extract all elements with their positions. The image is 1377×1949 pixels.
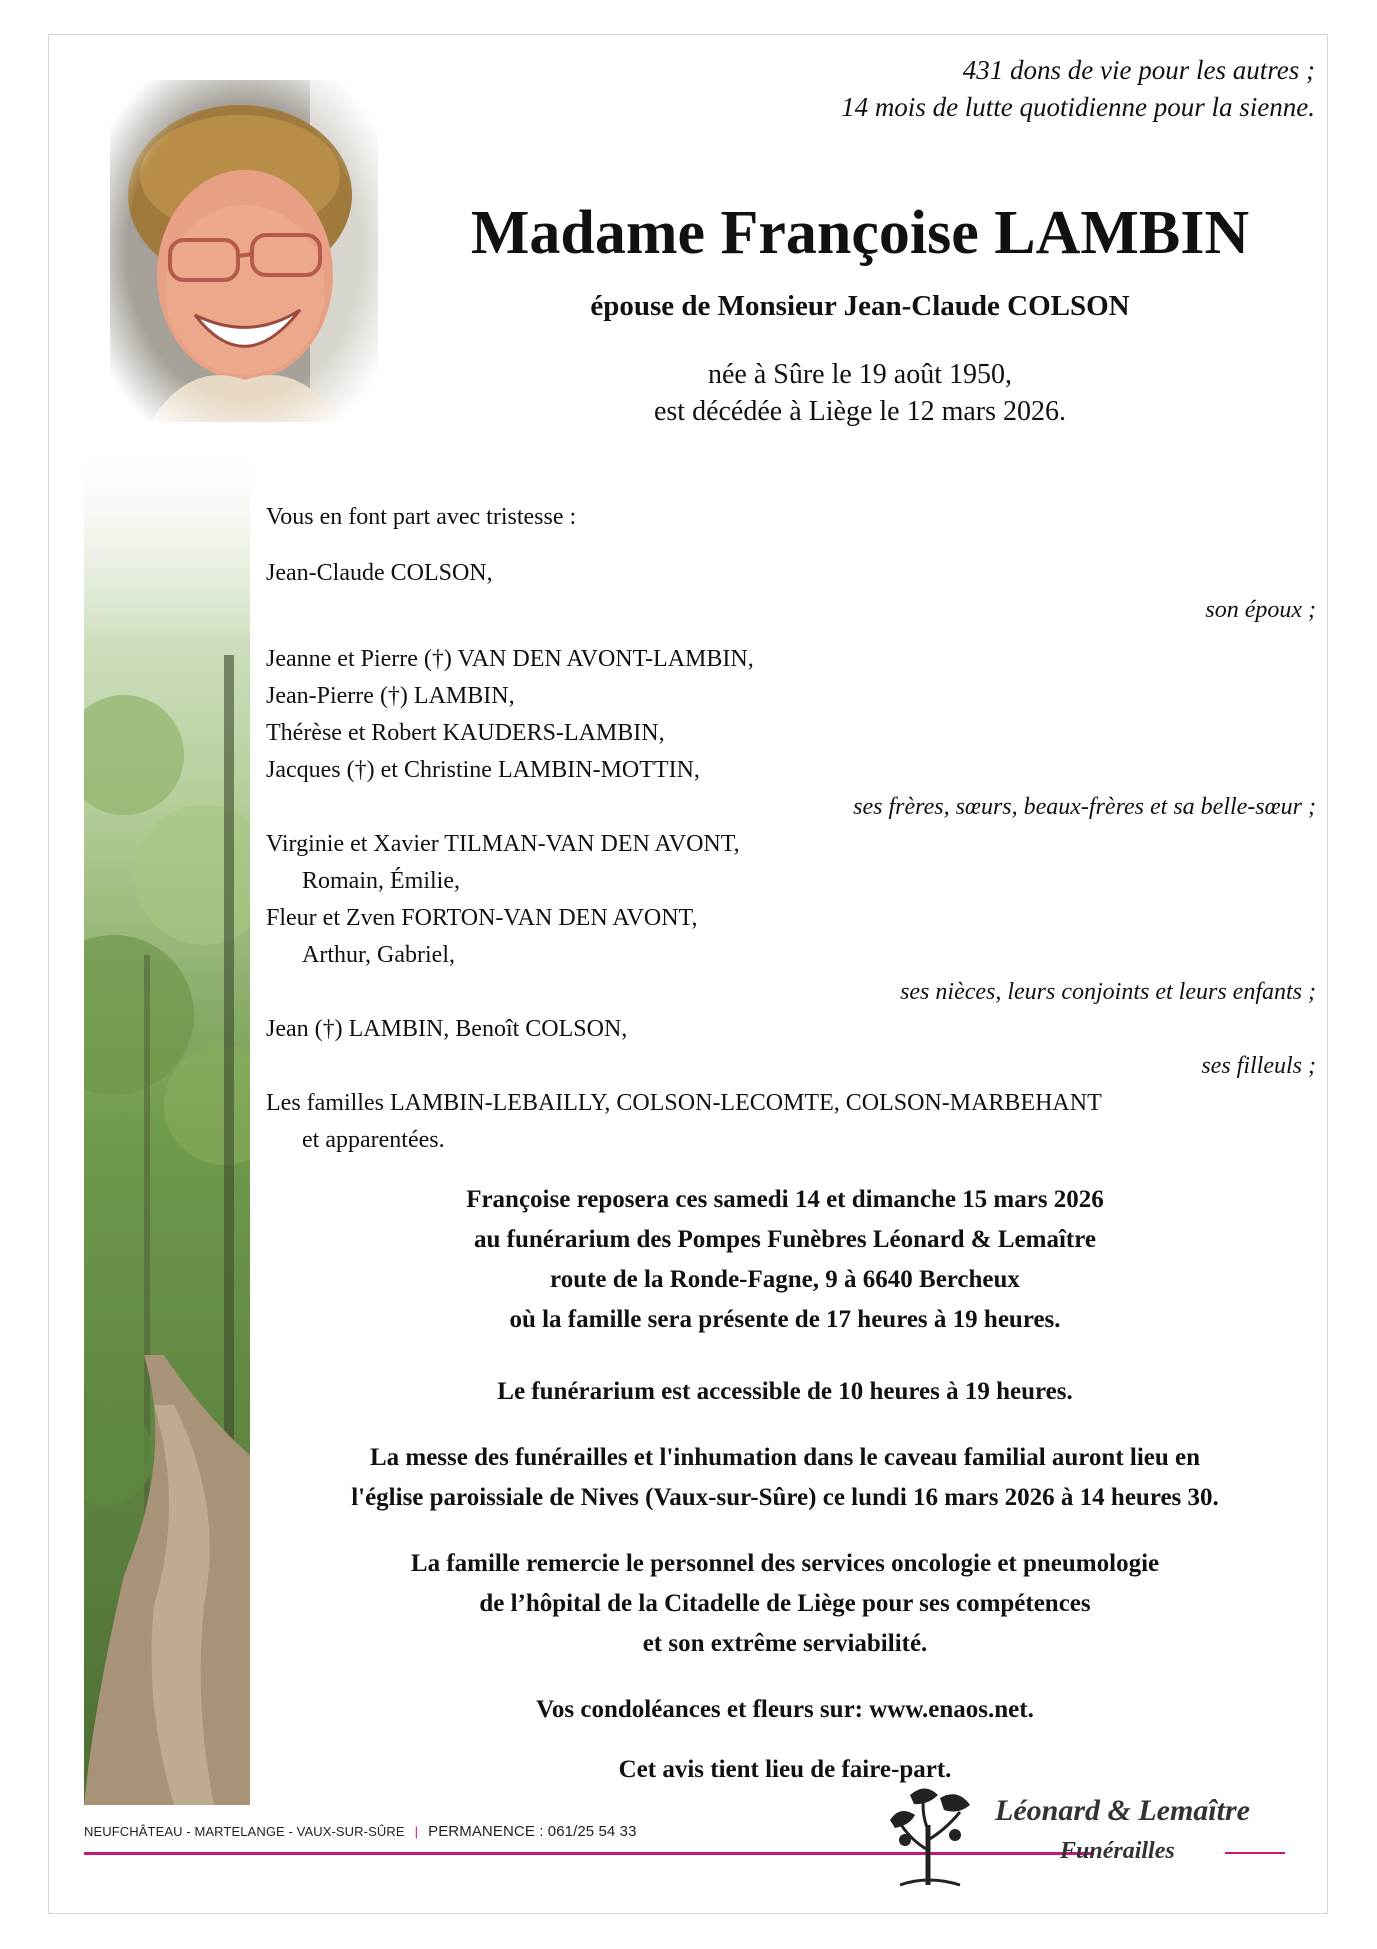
mass-line: La messe des funérailles et l'inhumation dans le caveau familial auront lieu en: [369, 1444, 1201, 1471]
announcement: Vous en font part avec tristesse :: [266, 504, 577, 530]
birth-line: née à Sûre le 19 août 1950,: [707, 359, 1013, 390]
family-list: [266, 555, 1316, 1159]
tagline-line-2: 14 mois de lutte quotidienne pour la sienne.: [841, 92, 1315, 122]
mass-line: l'église paroissiale de Nives (Vaux-sur-Sûre) ce lundi 16 mars 2026 à 14 heures 30.: [351, 1484, 1219, 1511]
visitation-line: où la famille sera présente de 17 heures à 19 heures.: [509, 1306, 1061, 1333]
mass-block: [250, 1438, 1320, 1518]
family-line: Jean-Claude COLSON,: [266, 560, 493, 586]
access-hours: Le funérarium est accessible de 10 heures à 19 heures.: [497, 1378, 1073, 1405]
logo-divider-right: [1225, 1852, 1285, 1854]
spouse-line: épouse de Monsieur Jean-Claude COLSON: [590, 290, 1130, 322]
birth-death-dates: [360, 356, 1360, 430]
relation-line: ses filleuls ;: [1201, 1053, 1316, 1079]
family-line: Jean (†) LAMBIN, Benoît COLSON,: [266, 1016, 628, 1042]
family-line: Romain, Émilie,: [302, 868, 460, 894]
visitation-line: route de la Ronde-Fagne, 9 à 6640 Bercheux: [550, 1266, 1020, 1293]
tree-logo-icon: [880, 1780, 980, 1890]
family-line: Jeanne et Pierre (†) VAN DEN AVONT-LAMBIN,: [266, 646, 754, 672]
footer-locations: NEUFCHÂTEAU - MARTELANGE - VAUX-SUR-SÛRE: [84, 1824, 405, 1839]
notice-line: Cet avis tient lieu de faire-part.: [618, 1756, 952, 1783]
family-line: et apparentées.: [302, 1127, 445, 1153]
family-line: Fleur et Zven FORTON-VAN DEN AVONT,: [266, 905, 698, 931]
visitation-block: [250, 1180, 1320, 1340]
footer-permanence: PERMANENCE : 061/25 54 33: [428, 1823, 637, 1840]
family-line: Arthur, Gabriel,: [302, 942, 455, 968]
family-line: Jean-Pierre (†) LAMBIN,: [266, 683, 515, 709]
condolences-line: Vos condoléances et fleurs sur: www.enaos.net.: [536, 1696, 1034, 1723]
thanks-line: La famille remercie le personnel des services oncologie et pneumologie: [410, 1550, 1160, 1577]
logo-title: Léonard & Lemaître: [995, 1794, 1250, 1827]
forest-path-image: [84, 455, 250, 1805]
tagline-line-1: 431 dons de vie pour les autres ;: [962, 55, 1315, 85]
family-line: Thérèse et Robert KAUDERS-LAMBIN,: [266, 720, 665, 746]
relation-line: ses nièces, leurs conjoints et leurs enfants ;: [900, 979, 1316, 1005]
family-line: Les familles LAMBIN-LEBAILLY, COLSON-LECOMTE, COLSON-MARBEHANT: [266, 1090, 1102, 1116]
tagline: [841, 52, 1315, 126]
thanks-line: et son extrême serviabilité.: [642, 1630, 928, 1657]
relation-line: son époux ;: [1205, 597, 1316, 623]
family-line: Virginie et Xavier TILMAN-VAN DEN AVONT,: [266, 831, 740, 857]
footer-contact: [84, 1823, 637, 1840]
visitation-line: Françoise reposera ces samedi 14 et dimanche 15 mars 2026: [466, 1186, 1104, 1213]
logo-divider-left: [990, 1852, 1054, 1854]
deceased-name: Madame Françoise LAMBIN: [470, 199, 1250, 267]
visitation-line: au funérarium des Pompes Funèbres Léonard & Lemaître: [474, 1226, 1096, 1253]
portrait-photo: [110, 80, 378, 422]
thanks-block: [250, 1544, 1320, 1664]
relation-line: ses frères, sœurs, beaux-frères et sa belle-sœur ;: [853, 794, 1316, 820]
family-line: Jacques (†) et Christine LAMBIN-MOTTIN,: [266, 757, 700, 783]
footer-separator: |: [414, 1824, 419, 1839]
death-line: est décédée à Liège le 12 mars 2026.: [653, 396, 1067, 427]
thanks-line: de l’hôpital de la Citadelle de Liège pour ses compétences: [479, 1590, 1091, 1617]
logo-subtitle: Funérailles: [1060, 1838, 1175, 1864]
